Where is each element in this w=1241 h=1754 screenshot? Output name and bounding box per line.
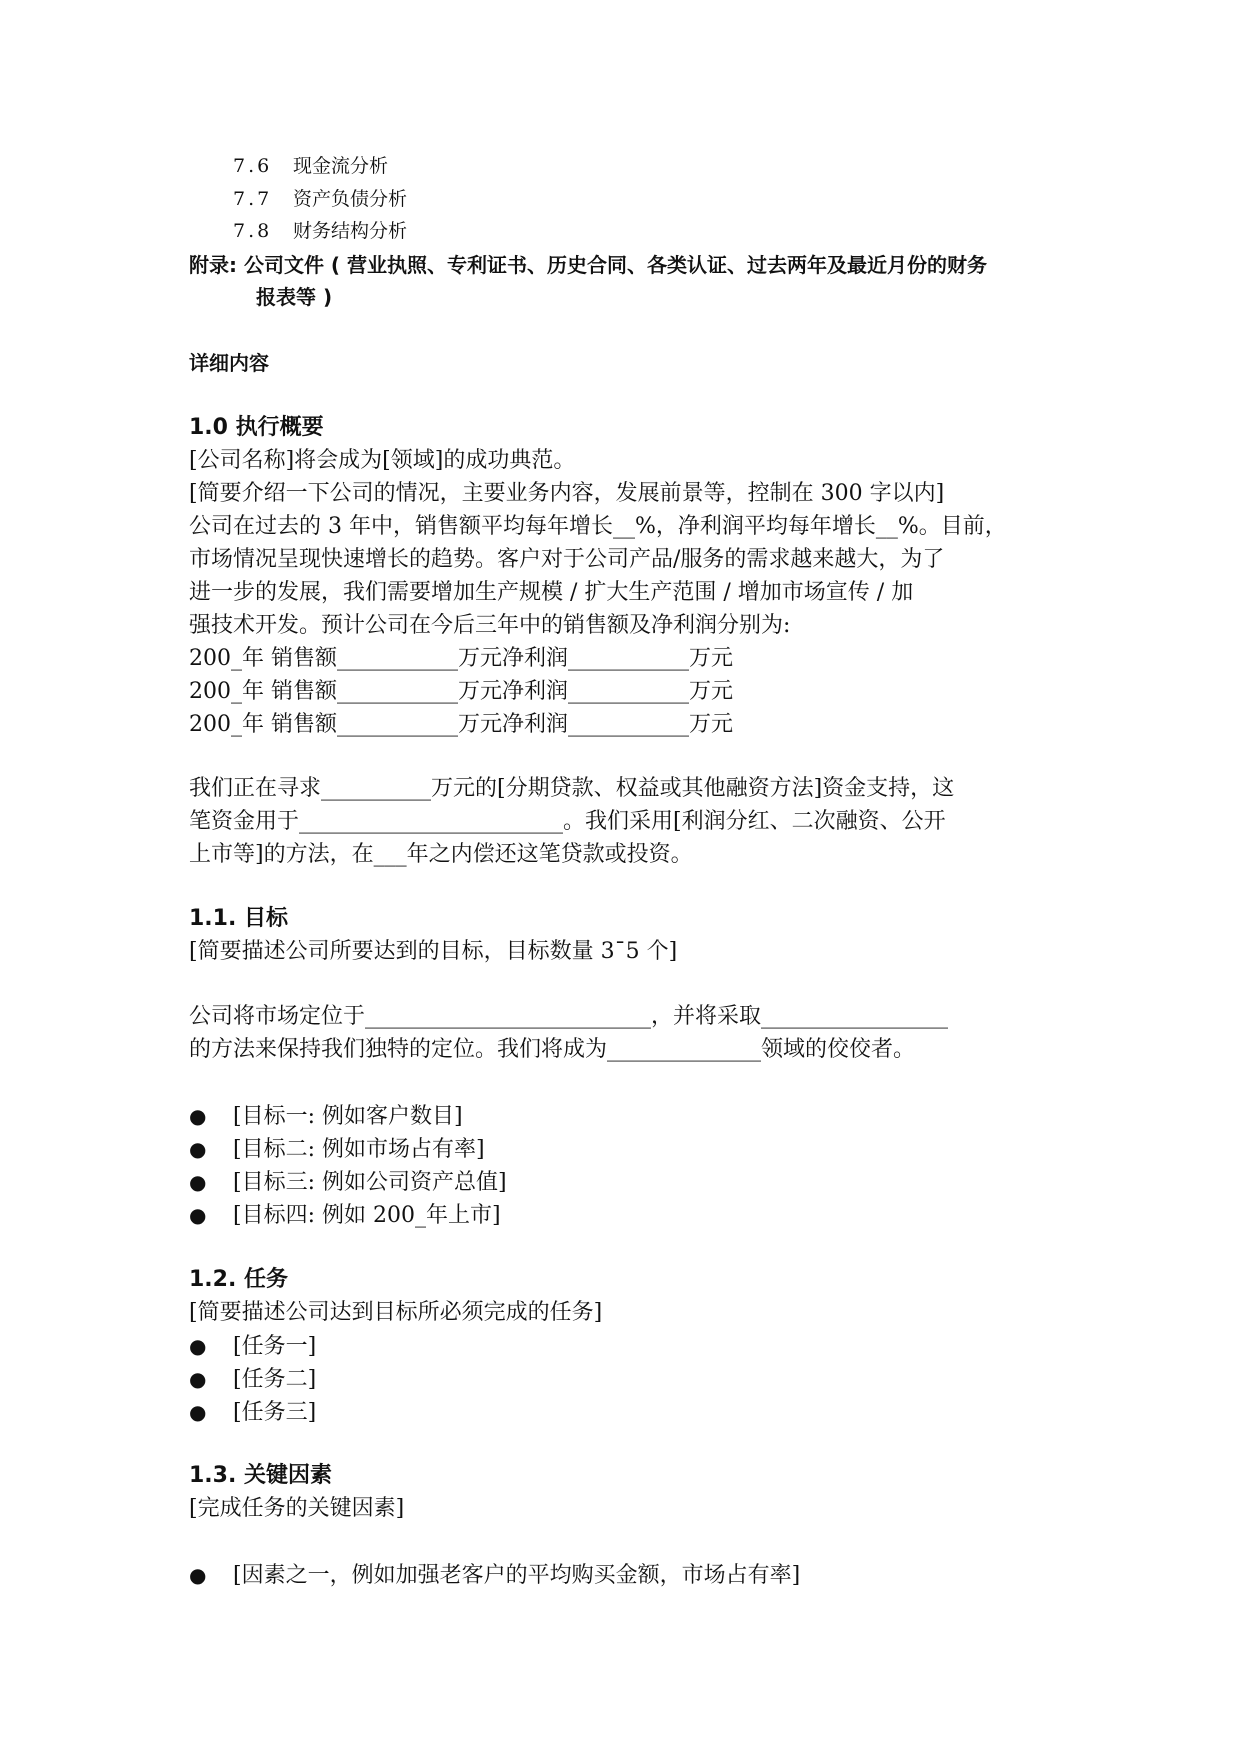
list-item [189,1363,316,1396]
bullet-icon: ● [189,1563,207,1587]
list-item [189,1559,800,1592]
toc-label: 资产负债分析 [293,188,408,210]
list-item [189,1199,501,1232]
section-heading: 1.1. 目标 [189,906,288,931]
bullet-icon: ● [189,1334,207,1358]
paragraph-line: 公司在过去的 3 年中，销售额平均每年增长__%，净利润平均每年增长__%。目前， [189,514,1007,539]
list-item-text: [任务二] [233,1367,317,1392]
paragraph-line: 我们正在寻求__________万元的[分期贷款、权益或其他融资方法]资金支持，这 [189,776,955,801]
list-item [189,1166,507,1199]
list-item [189,1100,463,1133]
list-item-text: [目标二: 例如市场占有率] [233,1137,485,1162]
bullet-icon: ● [189,1137,207,1161]
toc-label: 财务结构分析 [293,220,408,242]
list-item-text: [任务一] [233,1334,317,1359]
bullet-icon: ● [189,1400,207,1424]
paragraph-line: [简要描述公司所要达到的目标，目标数量 3¯5 个] [189,939,678,964]
list-item-text: [目标一: 例如客户数目] [233,1104,463,1129]
paragraph-line: 的方法来保持我们独特的定位。我们将成为______________领域的佼佼者。 [189,1037,916,1062]
section-heading: 1.2. 任务 [189,1267,288,1292]
list-item [189,1396,316,1429]
list-item-text: [目标四: 例如 200_年上市] [233,1203,501,1228]
toc-number: 7.7 [233,188,273,210]
paragraph-line: [简要介绍一下公司的情况，主要业务内容，发展前景等，控制在 300 字以内] [189,481,945,506]
appendix-line: 附录: 公司文件 ( 营业执照、专利证书、历史合同、各类认证、过去两年及最近月份的财务 [189,253,988,277]
detail-heading: 详细内容 [189,351,269,375]
bullet-icon: ● [189,1170,207,1194]
paragraph-line: [公司名称]将会成为[领域]的成功典范。 [189,448,576,473]
list-item-text: [任务三] [233,1400,317,1425]
paragraph-line: [简要描述公司达到目标所必须完成的任务] [189,1300,603,1325]
bullet-icon: ● [189,1367,207,1391]
toc-item [233,217,407,245]
paragraph-line: 上市等]的方法，在___年之内偿还这笔贷款或投资。 [189,842,693,867]
forecast-line: 200_年 销售额___________万元净利润___________万元 [189,679,733,704]
paragraph-line: 市场情况呈现快速增长的趋势。客户对于公司产品/服务的需求越来越大，为了 [189,547,945,572]
paragraph-line: 公司将市场定位于__________________________，并将采取_________________ [189,1004,949,1029]
toc-label: 现金流分析 [293,155,389,177]
section-heading: 1.0 执行概要 [189,415,324,440]
paragraph-line: 笔资金用于________________________。我们采用[利润分红、二次融资、公开 [189,809,946,834]
toc-number: 7.6 [233,155,273,177]
toc-item [233,152,388,180]
list-item-text: [目标三: 例如公司资产总值] [233,1170,507,1195]
bullet-icon: ● [189,1104,207,1128]
paragraph-line: [完成任务的关键因素] [189,1496,405,1521]
toc-item [233,185,407,213]
appendix-line: 报表等 ) [256,285,333,309]
section-heading: 1.3. 关键因素 [189,1463,332,1488]
forecast-line: 200_年 销售额___________万元净利润___________万元 [189,712,733,737]
list-item-text: [因素之一，例如加强老客户的平均购买金额，市场占有率] [233,1563,801,1588]
forecast-line: 200_年 销售额___________万元净利润___________万元 [189,646,733,671]
list-item [189,1133,485,1166]
bullet-icon: ● [189,1203,207,1227]
list-item [189,1330,316,1363]
paragraph-line: 强技术开发。预计公司在今后三年中的销售额及净利润分别为: [189,613,791,638]
toc-number: 7.8 [233,220,273,242]
paragraph-line: 进一步的发展，我们需要增加生产规模 / 扩大生产范围 / 增加市场宣传 / 加 [189,580,914,605]
